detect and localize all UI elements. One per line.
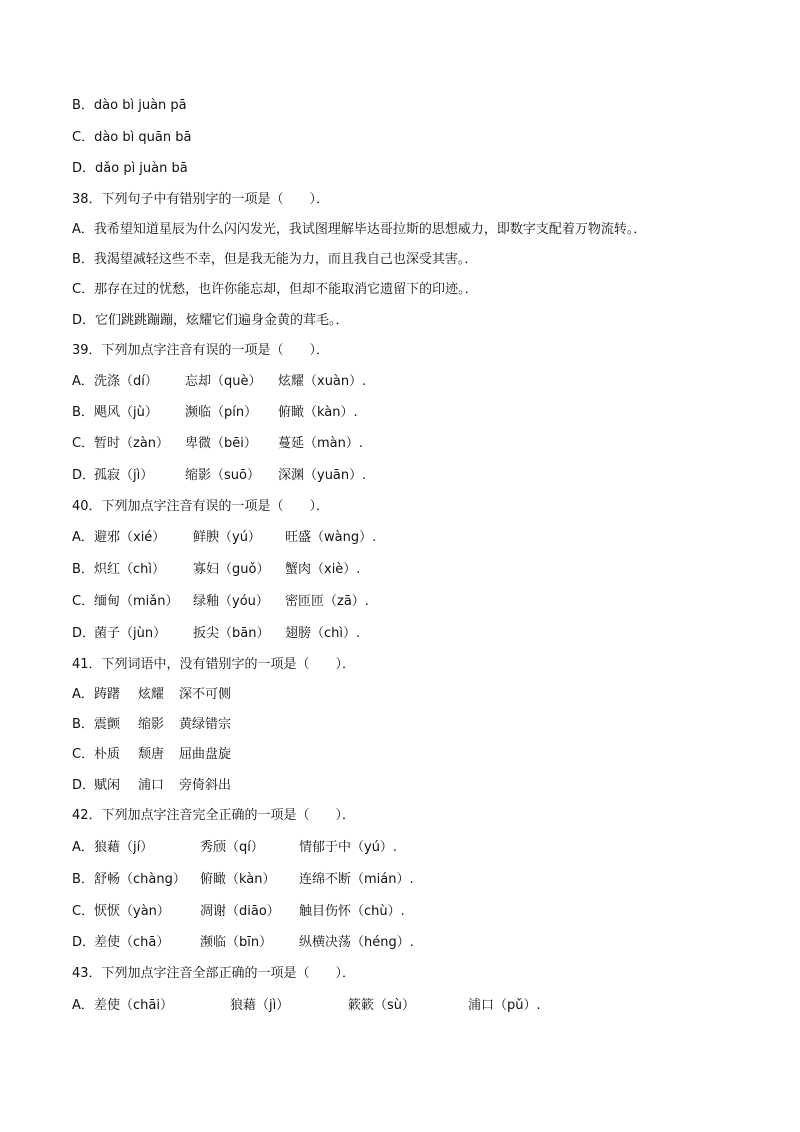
option-item: 菌子（jùn）: [94, 626, 167, 641]
q42-option-c: [72, 903, 405, 921]
q40-option-d: [72, 625, 361, 643]
option-item: 蔓延（màn）.: [278, 436, 364, 451]
option-item: 濒临（pín）: [185, 405, 258, 420]
option-label: B．: [72, 562, 94, 577]
q39-option-d: [72, 467, 367, 485]
option-label: C．: [72, 594, 95, 609]
option-item: 蟹肉（xiè）.: [285, 562, 361, 577]
option-label: C．: [72, 904, 95, 919]
q42-option-b: [72, 871, 414, 889]
option-d-pinyin: D．dǎo pì juàn bā: [72, 161, 188, 176]
option-item: 俯瞰（kàn）.: [278, 405, 358, 420]
q40-option-b: [72, 561, 361, 579]
option-item: 翅膀（chì）.: [285, 626, 361, 641]
option-label: D．: [72, 935, 96, 950]
option-label: A．: [72, 840, 94, 855]
option-item: 缩影: [138, 717, 165, 732]
q41-option-a: [72, 686, 232, 704]
q39-option-c: [72, 435, 364, 453]
option-label: B．: [72, 717, 94, 732]
q40-option-c: [72, 593, 369, 611]
option-item: 绿釉（yóu）: [193, 594, 269, 609]
option-item: 寡妇（guǒ）: [193, 562, 270, 577]
question-40-title: 40．下列加点字注音有误的一项是（ ）．: [72, 499, 330, 514]
question-41-title: 41．下列词语中，没有错别字的一项是（ ）．: [72, 657, 356, 672]
option-item: 浦口: [138, 778, 165, 793]
option-item: 俯瞰（kàn）: [200, 872, 276, 887]
option-item: 洗涤（dí）: [94, 374, 158, 389]
option-label: C．: [72, 436, 95, 451]
option-item: 密匝匝（zā）.: [285, 594, 369, 609]
option-item: 差使（chā）: [94, 935, 170, 950]
option-item: 黄绿错宗: [179, 717, 232, 732]
option-item: 炫耀（xuàn）.: [278, 374, 367, 389]
option-item: 避邪（xié）: [94, 530, 166, 545]
option-label: C．: [72, 747, 95, 762]
option-item: 触目伤怀（chù）.: [299, 904, 405, 919]
option-c-pinyin: C．dào bì quān bā: [72, 130, 192, 145]
option-b-pinyin: B．dào bì juàn pā: [72, 98, 187, 113]
option-item: 飓风（jù）: [94, 405, 158, 420]
option-item: 浦口（pǔ）.: [468, 998, 541, 1013]
q41-option-b: [72, 716, 232, 734]
option-item: 暂时（zàn）: [94, 436, 170, 451]
option-item: 缅甸（miǎn）: [94, 594, 179, 609]
option-item: 卑微（bēi）: [185, 436, 257, 451]
option-item: 忘却（què）: [185, 374, 262, 389]
q42-option-a: [72, 839, 398, 857]
q38-option-a: A．我希望知道星辰为什么闪闪发光，我试图理解毕达哥拉斯的思想威力，即数字支配着万物流转。．: [72, 222, 647, 237]
q39-option-a: [72, 373, 367, 391]
option-item: 旺盛（wàng）.: [285, 530, 377, 545]
q40-option-a: [72, 529, 377, 547]
option-item: 朴质: [94, 747, 121, 762]
option-item: 狼藉（jì）: [230, 998, 290, 1013]
option-item: 炫耀: [138, 687, 165, 702]
option-item: 深不可侧: [179, 687, 232, 702]
option-item: 旁倚斜出: [179, 778, 232, 793]
option-item: 濒临（bīn）: [200, 935, 273, 950]
option-item: 狼藉（jí）: [94, 840, 154, 855]
option-item: 扳尖（bān）: [193, 626, 270, 641]
option-label: B．: [72, 405, 94, 420]
option-item: 踌躇: [94, 687, 121, 702]
option-item: 赋闲: [94, 778, 121, 793]
option-item: 深渊（yuān）.: [278, 468, 367, 483]
option-item: 连绵不断（mián）.: [299, 872, 414, 887]
option-item: 鲜腴（yú）: [193, 530, 261, 545]
option-label: A．: [72, 687, 94, 702]
q43-option-a: [72, 997, 541, 1015]
option-label: D．: [72, 626, 96, 641]
option-label: B．: [72, 872, 94, 887]
option-item: 屈曲盘旋: [179, 747, 232, 762]
option-item: 恹恹（yàn）: [94, 904, 170, 919]
option-item: 簌簌（sù）: [348, 998, 416, 1013]
option-label: A．: [72, 998, 94, 1013]
question-43-title: 43．下列加点字注音全部正确的一项是（ ）．: [72, 966, 356, 981]
question-42-title: 42．下列加点字注音完全正确的一项是（ ）．: [72, 808, 356, 823]
option-item: 震颤: [94, 717, 121, 732]
option-item: 差使（chāi）: [94, 998, 173, 1013]
option-item: 颓唐: [138, 747, 165, 762]
q38-option-c: C．那存在过的忧愁，也许你能忘却，但却不能取消它遗留下的印迹。．: [72, 282, 478, 297]
option-label: A．: [72, 374, 94, 389]
option-item: 舒畅（chàng）: [94, 872, 186, 887]
option-label: A．: [72, 530, 94, 545]
question-38-title: 38．下列句子中有错别字的一项是（ ）．: [72, 192, 330, 207]
q41-option-c: [72, 746, 232, 764]
q41-option-d: [72, 777, 232, 795]
option-item: 孤寂（jì）: [94, 468, 154, 483]
option-item: 情郁于中（yú）.: [299, 840, 398, 855]
question-39-title: 39．下列加点字注音有误的一项是（ ）．: [72, 343, 330, 358]
option-item: 凋谢（diāo）: [200, 904, 280, 919]
option-label: D．: [72, 778, 96, 793]
option-label: D．: [72, 468, 96, 483]
option-item: 秀颀（qí）: [200, 840, 264, 855]
q39-option-b: [72, 404, 358, 422]
option-item: 缩影（suō）: [185, 468, 260, 483]
option-item: 纵横决荡（héng）.: [299, 935, 414, 950]
option-item: 炽红（chì）: [94, 562, 165, 577]
q42-option-d: [72, 934, 414, 952]
q38-option-b: B．我渴望减轻这些不幸，但是我无能为力，而且我自己也深受其害。．: [72, 252, 478, 267]
q38-option-d: D．它们跳跳蹦蹦，炫耀它们遍身金黄的茸毛。．: [72, 313, 349, 328]
